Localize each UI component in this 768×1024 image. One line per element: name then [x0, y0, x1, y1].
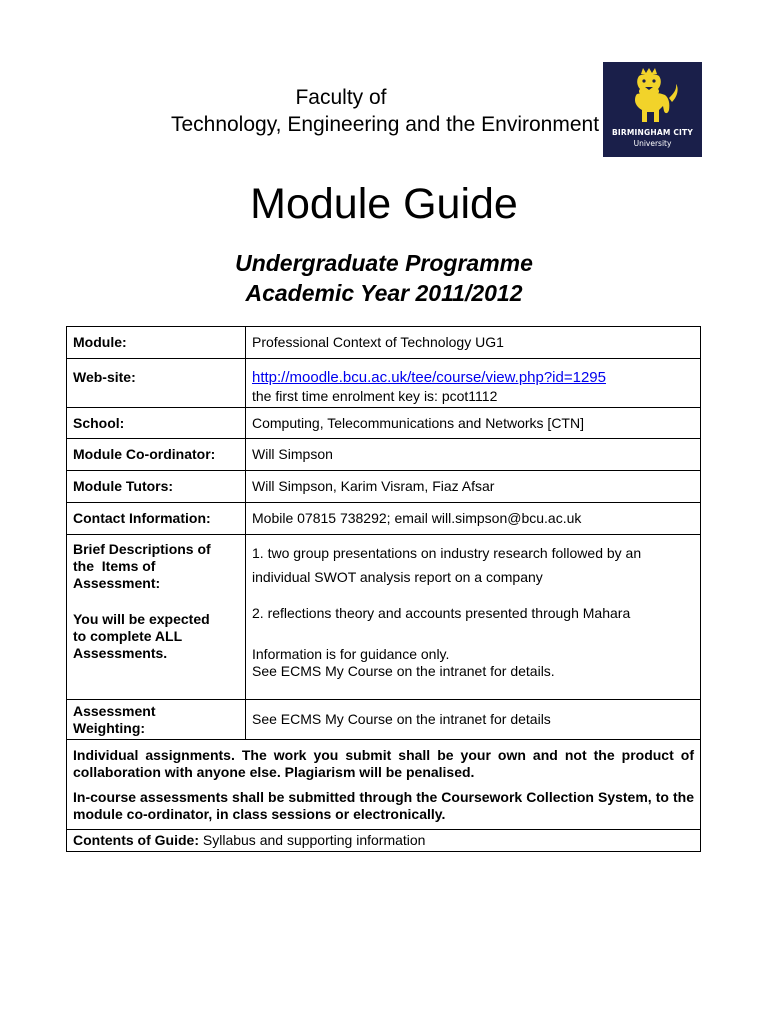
logo-university: University — [633, 139, 672, 148]
contact-value: Mobile 07815 738292; email will.simpson@bcu.ac.uk — [246, 503, 701, 535]
weighting-label-cell — [67, 700, 246, 740]
school-value: Computing, Telecommunications and Networks [CTN] — [246, 408, 701, 439]
faculty-line2: Technology, Engineering and the Environment — [170, 113, 600, 136]
contact-label: Contact Information: — [67, 503, 246, 535]
brief-label-line1: Brief Descriptions of — [73, 541, 211, 557]
coordinator-label: Module Co-ordinator: — [67, 439, 246, 471]
table-row-module — [67, 327, 701, 359]
notes-cell — [67, 740, 701, 830]
assessment-item-1-line2: individual SWOT analysis report on a company — [252, 569, 543, 585]
table-row-notes — [67, 740, 701, 830]
in-course-submission-note: In-course assessments shall be submitted through the Coursework Collection System, to the module co-ordinator, in class sessions or electronically. — [73, 789, 694, 822]
expect-label-line1: You will be expected — [73, 611, 210, 627]
table-row-weighting — [67, 700, 701, 740]
academic-year-line: Academic Year 2011/2012 — [245, 280, 523, 306]
table-row-coordinator — [67, 439, 701, 471]
lion-crest-icon — [625, 68, 681, 126]
table-row-tutors — [67, 471, 701, 503]
programme-line: Undergraduate Programme — [235, 250, 533, 276]
faculty-line1: Faculty of — [295, 86, 387, 109]
university-logo — [603, 62, 702, 157]
table-row-contact — [67, 503, 701, 535]
module-label: Module: — [67, 327, 246, 359]
table-row-contents — [67, 830, 701, 852]
contents-label: Contents of Guide: — [73, 832, 199, 848]
weighting-label-line1: Assessment — [73, 703, 156, 719]
ecms-note: See ECMS My Course on the intranet for details. — [252, 663, 555, 679]
brief-label-cell — [67, 535, 246, 700]
table-row-assessment-items — [67, 535, 701, 700]
subtitle — [0, 248, 768, 308]
module-info-table — [66, 326, 701, 852]
enrolment-key: the first time enrolment key is: pcot1112 — [252, 388, 498, 404]
brief-description-cell — [246, 535, 701, 700]
assessment-item-1-line1: 1. two group presentations on industry research followed by an — [252, 545, 642, 561]
tutors-value: Will Simpson, Karim Visram, Fiaz Afsar — [246, 471, 701, 503]
website-link[interactable]: http://moodle.bcu.ac.uk/tee/course/view.php?id=1295 — [252, 369, 606, 386]
logo-name: BIRMINGHAM CITY — [612, 128, 693, 137]
page-title: Module Guide — [250, 180, 518, 228]
table-row-website — [67, 359, 701, 408]
contents-value: Syllabus and supporting information — [202, 832, 426, 848]
assessment-item-2: 2. reflections theory and accounts presented through Mahara — [252, 605, 631, 621]
expect-label-line3: Assessments. — [73, 645, 168, 661]
individual-assignments-note: Individual assignments. The work you submit shall be your own and not the product of collaboration with anyone else. Plagiarism will be penalised. — [73, 747, 694, 780]
website-cell — [246, 359, 701, 408]
school-label: School: — [67, 408, 246, 439]
tutors-label: Module Tutors: — [67, 471, 246, 503]
expect-label-line2: to complete ALL — [73, 628, 183, 644]
module-name: Professional Context of Technology UG1 — [246, 327, 701, 359]
contents-cell — [67, 830, 701, 852]
weighting-value: See ECMS My Course on the intranet for details — [246, 700, 701, 740]
table-row-school — [67, 408, 701, 439]
brief-label-line2: the Items of — [73, 558, 156, 574]
guidance-note: Information is for guidance only. — [252, 646, 450, 662]
weighting-label-line2: Weighting: — [73, 720, 146, 736]
coordinator-value: Will Simpson — [246, 439, 701, 471]
brief-label-line3: Assessment: — [73, 575, 161, 591]
website-label: Web-site: — [67, 359, 246, 408]
